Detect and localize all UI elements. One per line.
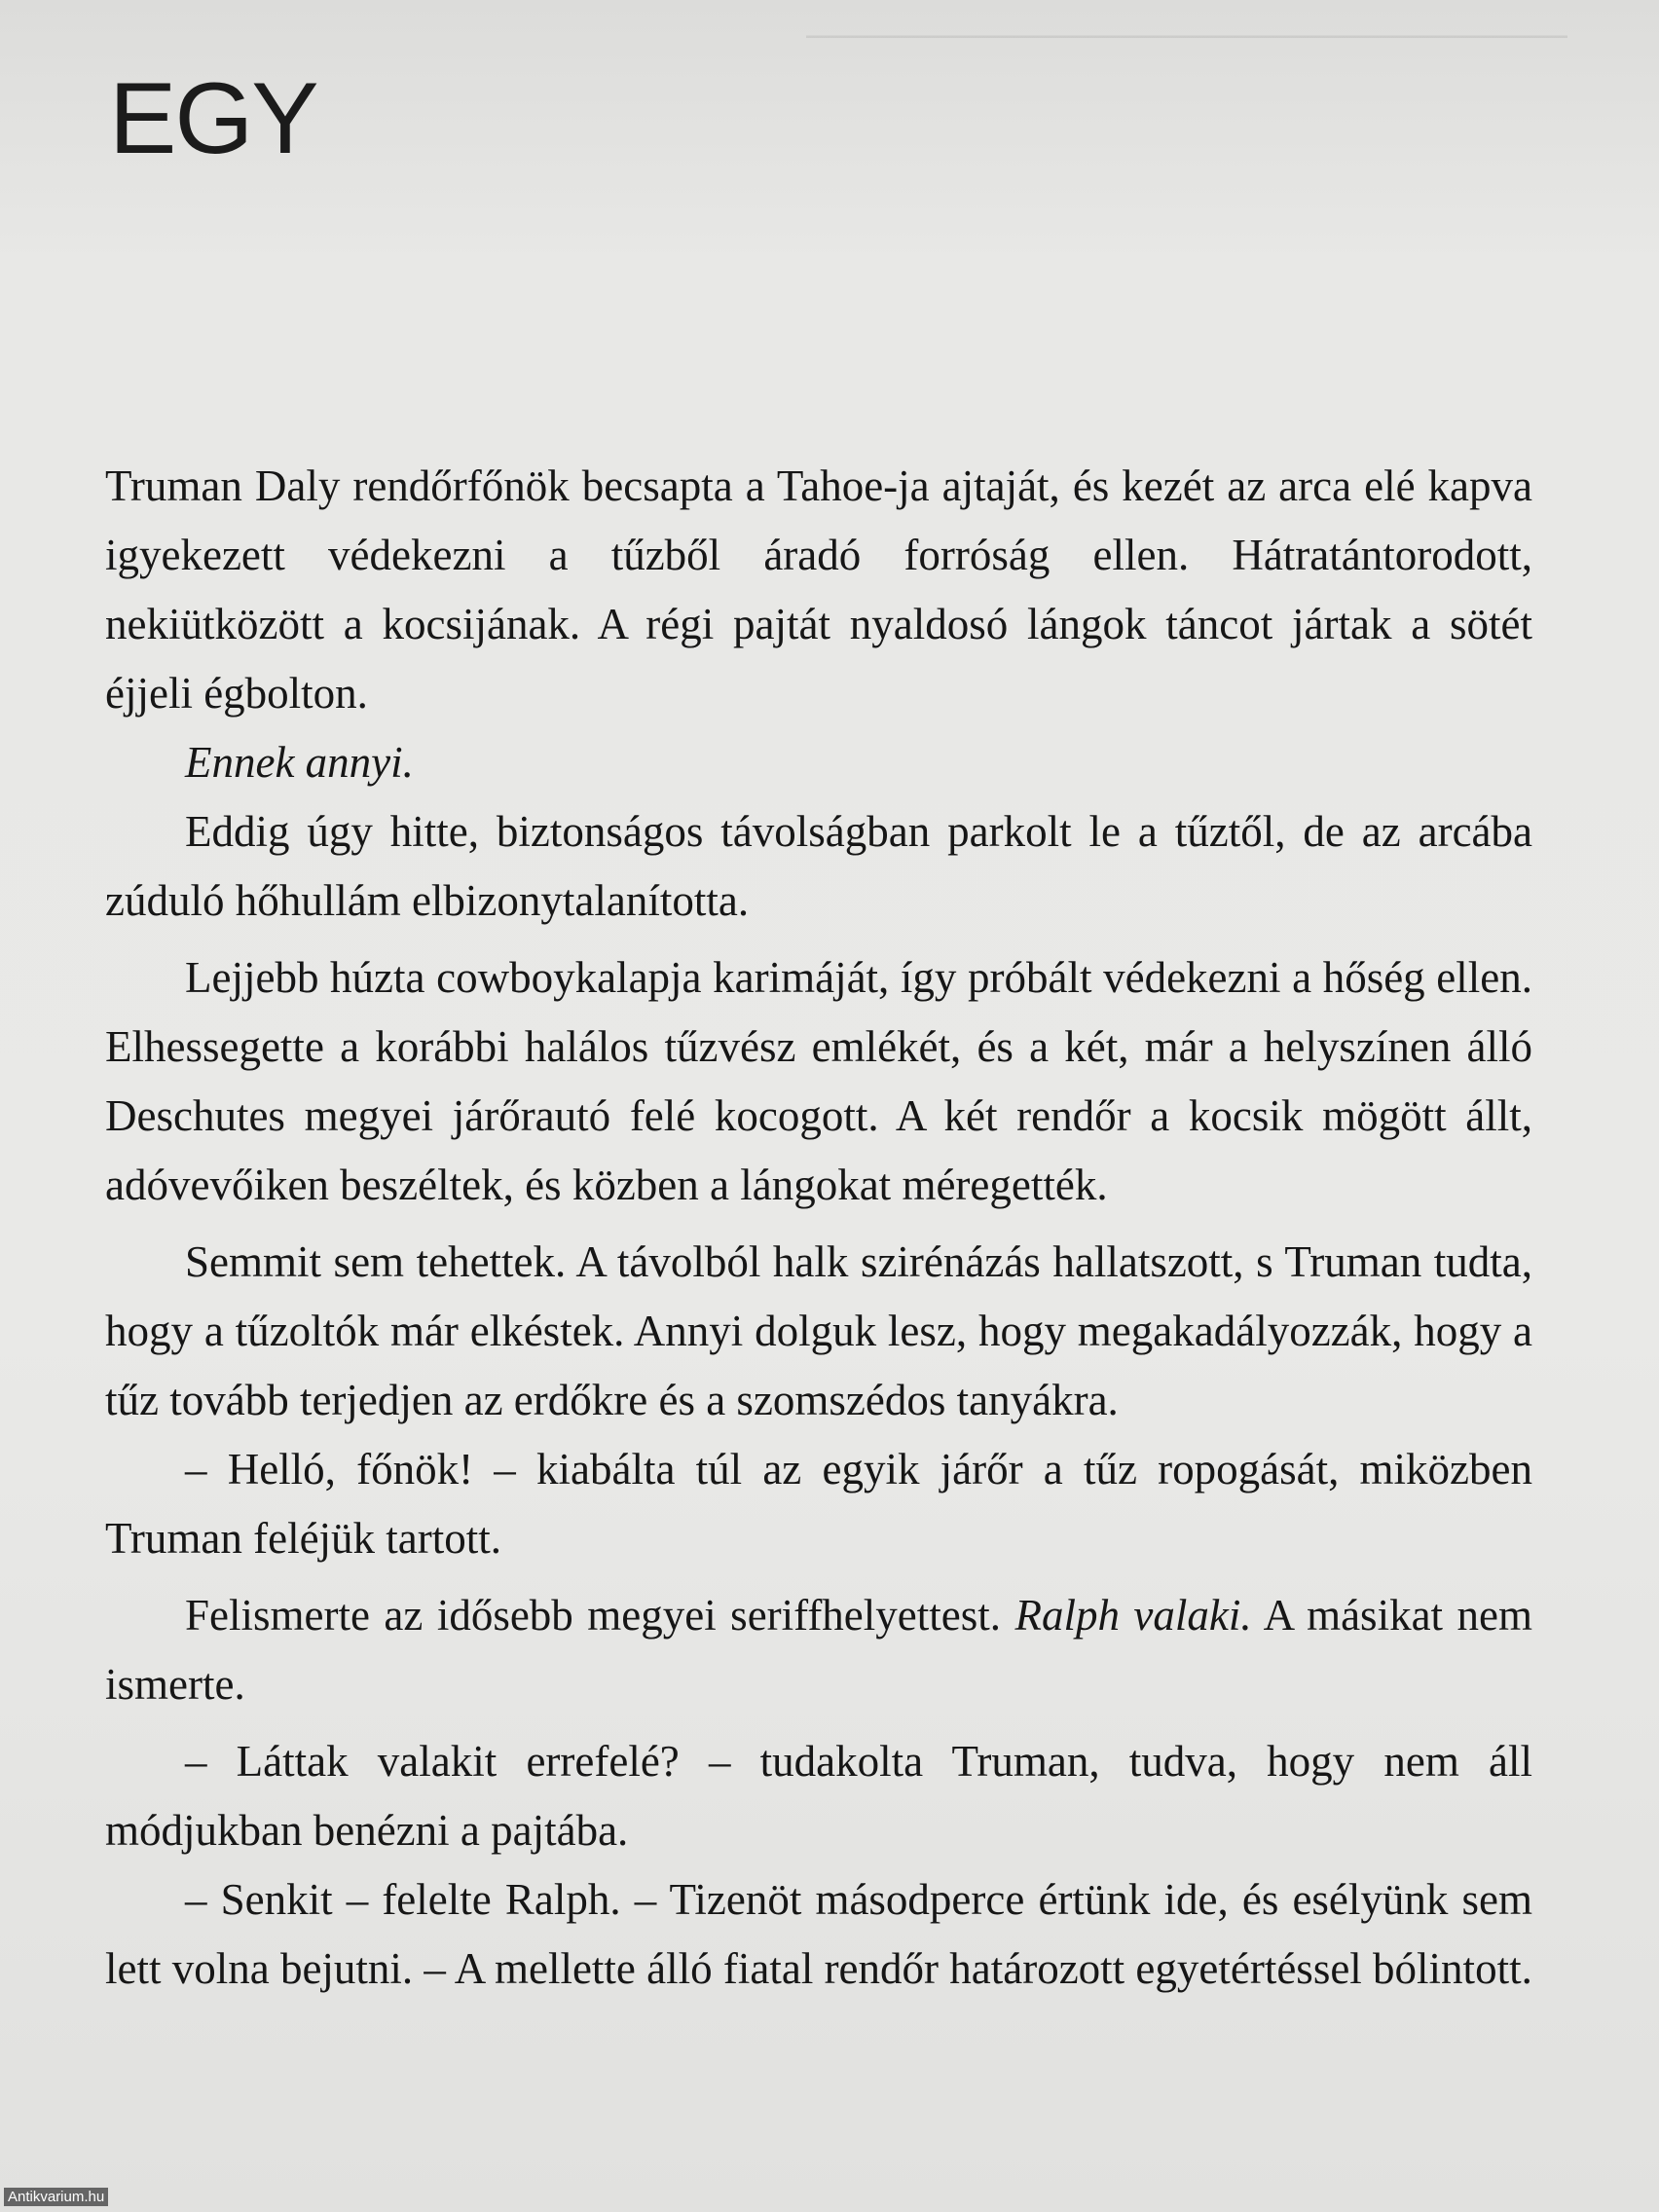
paragraph: [105, 728, 1532, 797]
paragraph-text: Semmit sem tehettek. A távolból halk szirénázás hallatszott, s Truman tudta, hogy a tűzoltók már elkéstek. Annyi dolguk lesz, hogy megakadályozzák, hogy a tűz tovább terjedjen az erdőkre és a szomszédos tanyákra.: [105, 1237, 1532, 1424]
paragraph-text: Eddig úgy hitte, biztonságos távolságban parkolt le a tűztől, de az arcába zúduló hőhullám elbizonytalanította.: [105, 807, 1532, 925]
paragraph: [105, 943, 1532, 1220]
paragraph-text: – Helló, főnök! – kiabálta túl az egyik járőr a tűz ropogását, miközben Truman feléjük tartott.: [105, 1445, 1532, 1563]
paragraph-text: Truman Daly rendőrfőnök becsapta a Tahoe-ja ajtaját, és kezét az arca elé kapva igyekezett védekezni a tűzből áradó forróság ellen. Hátratántorodott, nekiütközött a kocsijának. A régi pajtát nyaldosó lángok táncot jártak a sötét éjjeli égbolton.: [105, 461, 1532, 718]
paragraph: [105, 1865, 1532, 2004]
chapter-body: [105, 452, 1532, 2004]
paragraph: [105, 452, 1532, 728]
paragraph: [105, 1727, 1532, 1865]
paragraph: [105, 1228, 1532, 1435]
watermark: Antikvarium.hu: [4, 2188, 108, 2206]
paragraph: [105, 797, 1532, 936]
paragraph-text: A másikat nem ismerte.: [105, 1591, 1532, 1709]
chapter-title: EGY: [109, 62, 317, 175]
paragraph: [105, 1435, 1532, 1573]
italic-name: Ralph valaki.: [1014, 1591, 1252, 1640]
paragraph: [105, 1581, 1532, 1719]
paragraph-text: – Láttak valakit errefelé? – tudakolta Truman, tudva, hogy nem áll módjukban benézni a pajtába.: [105, 1737, 1532, 1855]
italic-thought: Ennek annyi.: [185, 738, 414, 787]
paragraph-text: – Senkit – felelte Ralph. – Tizenöt másodperce értünk ide, és esélyünk sem lett volna bejutni. – A mellette álló fiatal rendőr határozott egyetértéssel bólintott.: [105, 1875, 1532, 1993]
paragraph-text: Felismerte az idősebb megyei seriffhelyettest.: [185, 1591, 1015, 1640]
paragraph-text: Lejjebb húzta cowboykalapja karimáját, így próbált védekezni a hőség ellen. Elhessegette a korábbi halálos tűzvész emlékét, és a két, már a helyszínen álló Deschutes megyei járőrautó felé kocogott. A két rendőr a kocsik mögött állt, adóvevőiken beszéltek, és közben a lángokat méregették.: [105, 953, 1532, 1209]
show-through-texture: ⎯⎯⎯⎯⎯⎯⎯⎯⎯⎯⎯⎯⎯⎯⎯⎯⎯⎯⎯⎯⎯⎯⎯⎯⎯⎯⎯⎯⎯⎯⎯⎯⎯⎯: [806, 8, 1567, 57]
